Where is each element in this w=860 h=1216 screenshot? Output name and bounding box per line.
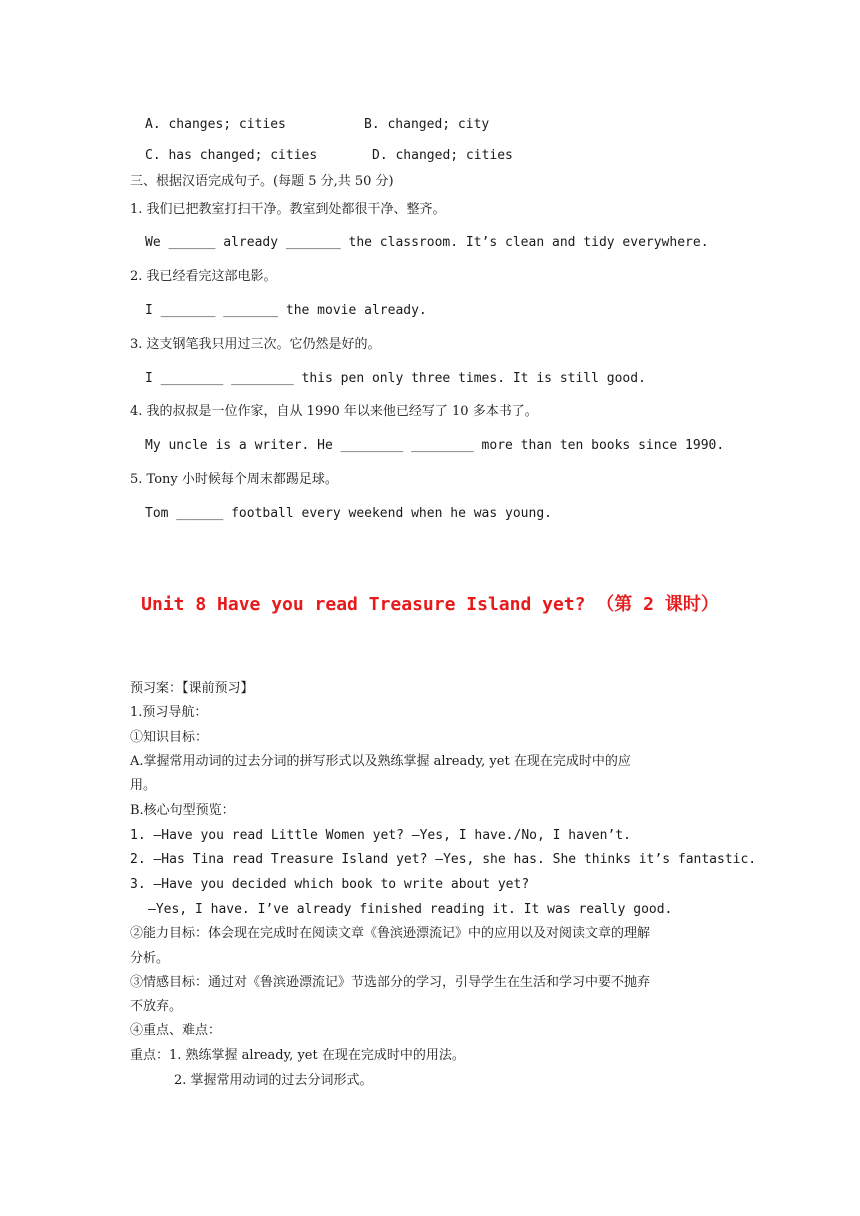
sentence-3-english: I ________ ________ this pen only three times. It is still good. (145, 371, 646, 386)
sentence-4-chinese: 4. 我的叔叔是一位作家，自从 1990 年以来他已经写了 10 多本书了。 (130, 404, 538, 419)
sentence-2-english: I _______ _______ the movie already. (145, 303, 427, 318)
sentence-1-english: We ______ already _______ the classroom. It’s clean and tidy everywhere. (145, 235, 709, 250)
option-b: B. changed; city (364, 117, 490, 132)
core-sentence-3: 3. —Have you decided which book to write about yet? (130, 877, 530, 892)
sentence-2-chinese: 2. 我已经看完这部电影。 (130, 269, 277, 284)
knowledge-goal-heading: ①知识目标： (130, 730, 209, 745)
core-sentence-3-answer: —Yes, I have. I’ve already finished reading it. It was really good. (148, 902, 673, 917)
knowledge-goal-a-line1: A.掌握常用动词的过去分词的拼写形式以及熟练掌握 already, yet 在现在完成时中的应 (130, 754, 631, 769)
key-point-1: 重点：1. 熟练掌握 already, yet 在现在完成时中的用法。 (130, 1048, 465, 1063)
sentence-5-english: Tom ______ football every weekend when he was young. (145, 506, 552, 521)
ability-goal-line2: 分析。 (130, 951, 170, 966)
knowledge-goal-a-line2: 用。 (130, 778, 157, 793)
preview-heading: 预习案：【课前预习】 (130, 681, 254, 696)
ability-goal-line1: ②能力目标：体会现在完成时在阅读文章《鲁滨逊漂流记》中的应用以及对阅读文章的理解 (130, 926, 651, 941)
section3-heading: 三、根据汉语完成句子。(每题 5 分,共 50 分) (130, 174, 394, 189)
key-points-heading: ④重点、难点： (130, 1023, 222, 1038)
option-c: C. has changed; cities (145, 148, 318, 163)
emotion-goal-line2: 不放弃。 (130, 999, 183, 1014)
core-sentences-heading: B.核心句型预览： (130, 803, 235, 818)
key-point-2: 2. 掌握常用动词的过去分词形式。 (174, 1073, 373, 1088)
sentence-1-chinese: 1. 我们已把教室打扫干净。教室到处都很干净、整齐。 (130, 202, 446, 217)
sentence-4-english: My uncle is a writer. He ________ ________ more than ten books since 1990. (145, 438, 725, 453)
core-sentence-1: 1. —Have you read Little Women yet? —Yes, I have./No, I haven’t. (130, 828, 631, 843)
sentence-5-chinese: 5. Tony 小时候每个周末都踢足球。 (130, 472, 338, 487)
preview-nav: 1.预习导航： (130, 705, 208, 720)
unit-title: Unit 8 Have you read Treasure Island yet? （第 2 课时） (141, 594, 719, 615)
core-sentence-2: 2. —Has Tina read Treasure Island yet? —Yes, she has. She thinks it’s fantastic. (130, 852, 757, 867)
emotion-goal-line1: ③情感目标：通过对《鲁滨逊漂流记》节选部分的学习，引导学生在生活和学习中要不抛弃 (130, 975, 651, 990)
sentence-3-chinese: 3. 这支钢笔我只用过三次。它仍然是好的。 (130, 337, 381, 352)
option-d: D. changed; cities (372, 148, 513, 163)
option-a: A. changes; cities (145, 117, 286, 132)
